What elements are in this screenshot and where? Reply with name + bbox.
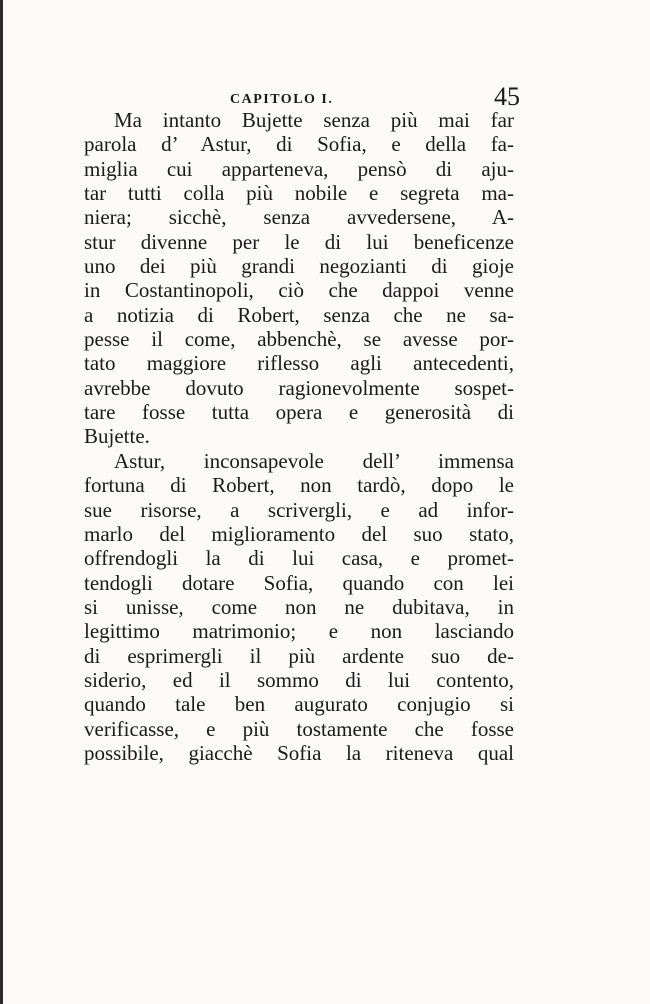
text-line: stur divenne per le di lui beneficenze bbox=[84, 229, 514, 254]
text-line: Bujette. bbox=[84, 424, 150, 449]
text-line: avrebbe dovuto ragionevolmente sospet- bbox=[84, 375, 514, 400]
page-number: 45 bbox=[494, 82, 520, 111]
text-line: legittimo matrimonio; e non lasciando bbox=[84, 619, 514, 644]
text-line: tar tutti colla più nobile e segreta ma- bbox=[84, 181, 514, 206]
text-line: pesse il come, abbenchè, se avesse por- bbox=[84, 327, 514, 352]
text-line: tare fosse tutta opera e generosità di bbox=[84, 400, 514, 425]
text-line: tato maggiore riflesso agli antecedenti, bbox=[84, 351, 514, 376]
text-line: parola d’ Astur, di Sofia, e della fa- bbox=[84, 132, 514, 157]
text-line: a notizia di Robert, senza che ne sa- bbox=[84, 302, 514, 327]
text-line: di esprimergli il più ardente suo de- bbox=[84, 643, 514, 668]
text-line: uno dei più grandi negozianti di gioje bbox=[84, 254, 514, 279]
text-line: tendogli dotare Sofia, quando con lei bbox=[84, 570, 514, 595]
text-line: quando tale ben augurato conjugio si bbox=[84, 692, 514, 717]
text-line: miglia cui apparteneva, pensò di aju- bbox=[84, 156, 514, 181]
chapter-title: CAPITOLO I. bbox=[230, 92, 334, 107]
text-line: in Costantinopoli, ciò che dappoi venne bbox=[84, 278, 514, 303]
text-line: fortuna di Robert, non tardò, dopo le bbox=[84, 473, 514, 498]
text-line: sue risorse, a scrivergli, e ad infor- bbox=[84, 497, 514, 522]
text-line: marlo del miglioramento del suo stato, bbox=[84, 521, 514, 546]
text-line: Astur, inconsapevole dell’ immensa bbox=[114, 448, 514, 473]
page-edge-shadow bbox=[0, 0, 3, 1004]
text-line: siderio, ed il sommo di lui contento, bbox=[84, 667, 514, 692]
text-line: niera; sicchè, senza avvedersene, A- bbox=[84, 205, 514, 230]
text-line: offrendogli la di lui casa, e promet- bbox=[84, 546, 514, 571]
text-line: Ma intanto Bujette senza più mai far bbox=[114, 108, 514, 132]
text-line: verificasse, e più tostamente che fosse bbox=[84, 716, 514, 741]
text-line: possibile, giacchè Sofia la riteneva qual bbox=[84, 740, 514, 765]
body-text bbox=[84, 108, 514, 765]
text-line: si unisse, come non ne dubitava, in bbox=[84, 594, 514, 619]
